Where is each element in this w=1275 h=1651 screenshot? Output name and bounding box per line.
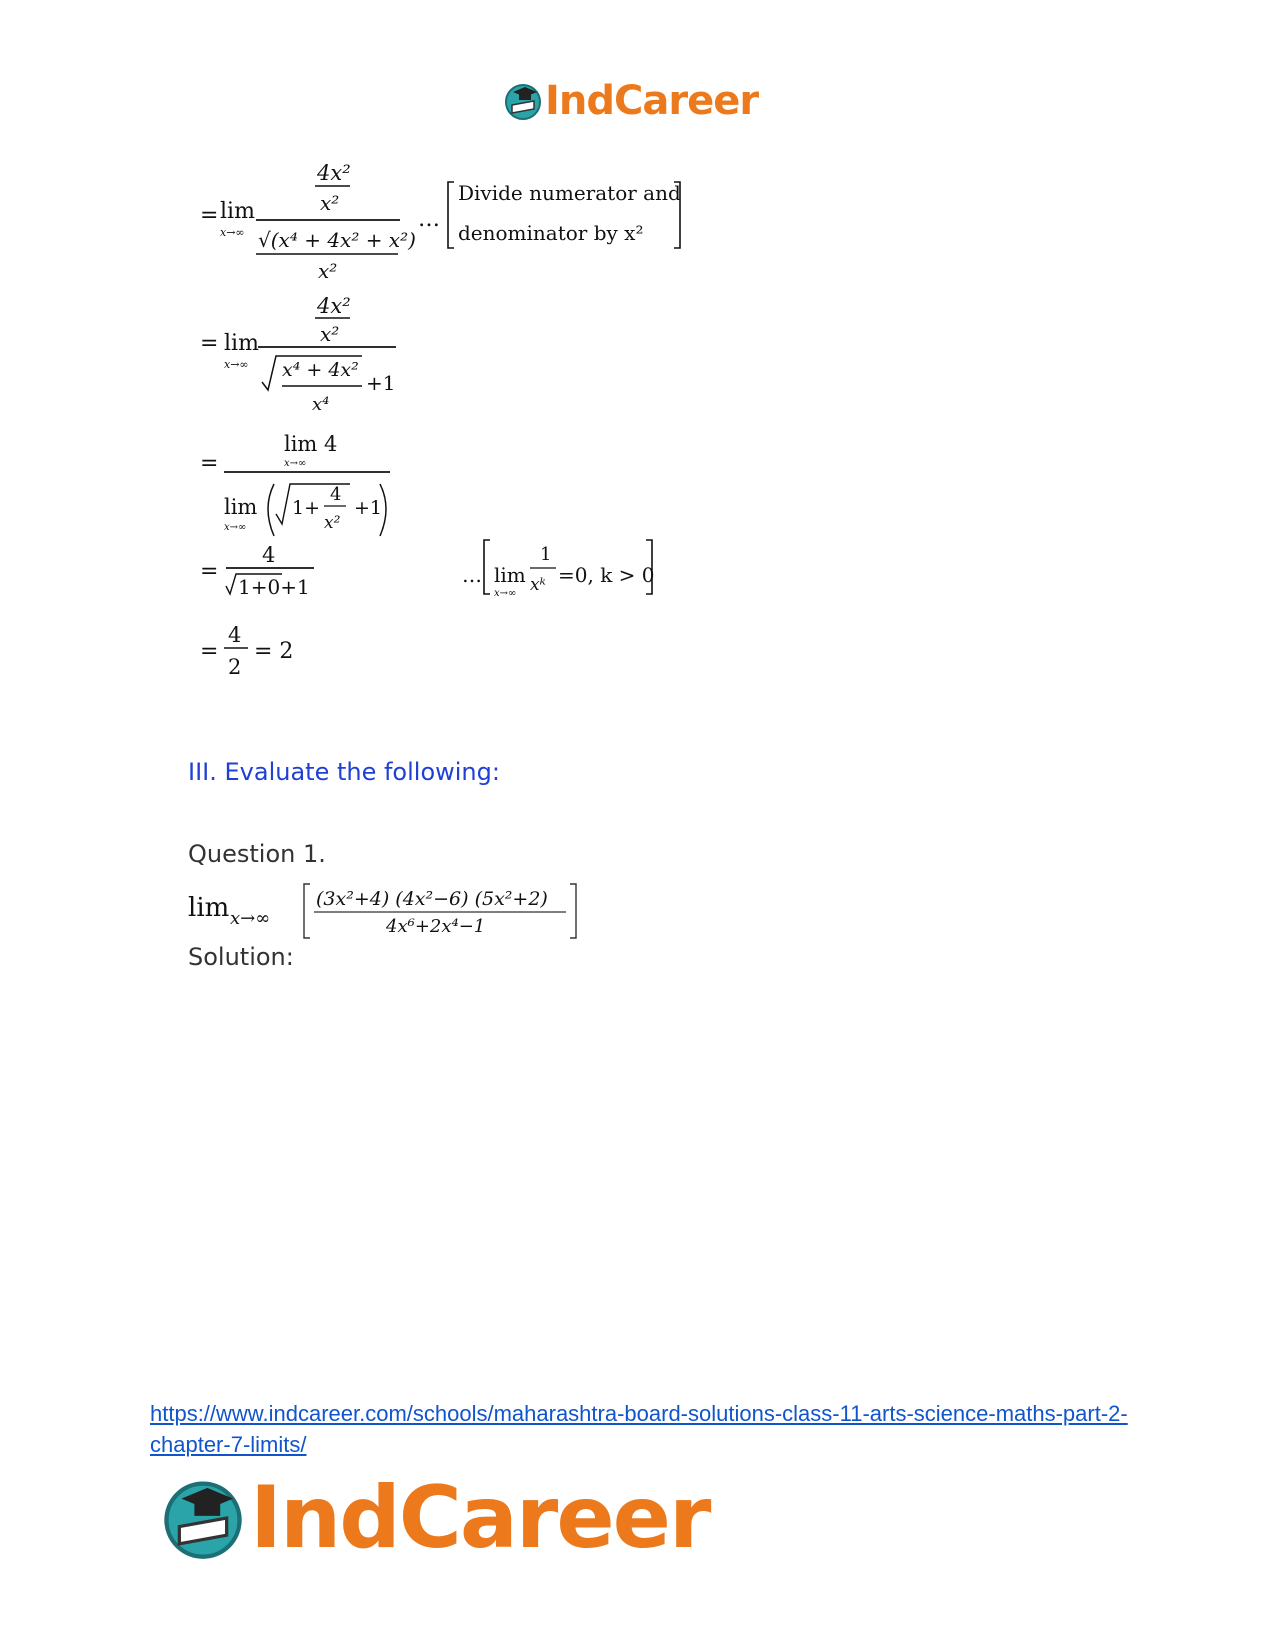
- svg-text:=: =: [200, 331, 219, 356]
- svg-text:=: =: [200, 451, 219, 476]
- svg-text:4: 4: [262, 543, 276, 567]
- svg-text:=: =: [200, 203, 219, 228]
- question-label: Question 1.: [188, 840, 326, 868]
- svg-text:x→∞: x→∞: [224, 358, 249, 371]
- svg-text:x²: x²: [320, 322, 340, 346]
- graduation-cap-book-globe-icon: [160, 1475, 246, 1561]
- section-heading: III. Evaluate the following:: [188, 758, 500, 786]
- svg-text:4x²: 4x²: [317, 161, 351, 185]
- svg-text:4: 4: [228, 623, 242, 647]
- svg-text:+1: +1: [366, 371, 396, 395]
- header-logo: [503, 78, 758, 124]
- svg-text:x→∞: x→∞: [284, 458, 307, 469]
- svg-text:xᵏ: xᵏ: [530, 575, 546, 595]
- source-link[interactable]: https://www.indcareer.com/schools/maharashtra-board-solutions-class-11-arts-science-maths-part-2-chapter-7-limits/: [150, 1401, 1128, 1457]
- svg-text:2: 2: [228, 655, 242, 679]
- svg-text:=: =: [200, 639, 219, 664]
- graduation-cap-book-globe-icon: [503, 81, 543, 121]
- svg-text:x²: x²: [324, 513, 341, 533]
- svg-text:lim: lim: [220, 199, 255, 224]
- svg-text:x²: x²: [320, 191, 340, 215]
- svg-text:Divide numerator and: Divide numerator and: [458, 181, 681, 205]
- math-step-3: [200, 432, 390, 536]
- svg-text:(3x²+4) (4x²−6) (5x²+2): (3x²+4) (4x²−6) (5x²+2): [316, 888, 548, 910]
- svg-text:…: …: [418, 207, 440, 232]
- math-step-2: [200, 294, 396, 415]
- svg-text:1: 1: [540, 544, 552, 565]
- math-step-5: [200, 623, 293, 679]
- svg-text:4x⁶+2x⁴−1: 4x⁶+2x⁴−1: [386, 916, 486, 937]
- svg-text:4x²: 4x²: [317, 294, 351, 318]
- svg-text:=0, k > 0: =0, k > 0: [558, 563, 655, 587]
- svg-text:x⁴: x⁴: [312, 394, 330, 415]
- svg-text:…: …: [462, 563, 482, 587]
- svg-text:lim: lim: [224, 331, 259, 356]
- svg-text:x→∞: x→∞: [224, 522, 247, 533]
- svg-text:x→∞: x→∞: [220, 226, 245, 239]
- svg-text:=: =: [200, 559, 219, 584]
- svg-text:√(x⁴ + 4x² + x²): √(x⁴ + 4x² + x²): [258, 228, 416, 252]
- svg-text:4: 4: [330, 484, 342, 505]
- brand-name: IndCareer: [545, 78, 759, 124]
- svg-text:x→∞: x→∞: [230, 908, 271, 929]
- svg-text:lim: lim: [494, 563, 526, 587]
- question-expression: [186, 872, 606, 942]
- math-derivation: [190, 150, 750, 710]
- footer-logo: [160, 1468, 709, 1568]
- footer-brand-name: IndCareer: [250, 1468, 710, 1568]
- math-step-4: [200, 540, 655, 599]
- math-step-1: [200, 161, 681, 283]
- svg-text:lim: lim: [188, 893, 230, 923]
- svg-text:+1: +1: [354, 497, 383, 519]
- svg-text:1+0+1: 1+0+1: [238, 575, 310, 599]
- svg-text:x²: x²: [318, 259, 338, 283]
- solution-label: Solution:: [188, 943, 294, 971]
- svg-text:denominator by x²: denominator by x²: [458, 221, 644, 245]
- svg-text:x→∞: x→∞: [494, 588, 517, 599]
- svg-text:x⁴ + 4x²: x⁴ + 4x²: [282, 359, 359, 381]
- svg-text:1+: 1+: [292, 497, 321, 519]
- svg-text:lim: lim: [224, 495, 258, 519]
- svg-text:lim 4: lim 4: [284, 432, 338, 456]
- svg-text:= 2: = 2: [254, 639, 294, 664]
